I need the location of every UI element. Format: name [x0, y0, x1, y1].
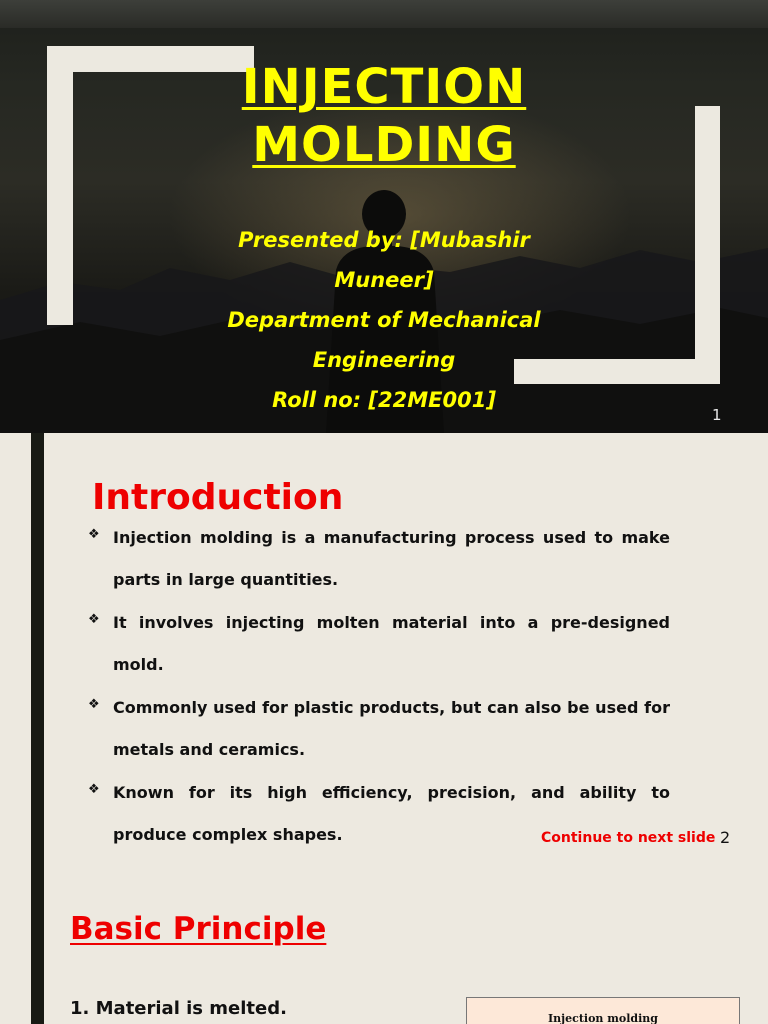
diamond-bullet-icon: ❖ [88, 782, 100, 797]
bullet-text: Commonly used for plastic products, but can also be used for metals and ceramics. [113, 698, 670, 759]
introduction-bullet-list [88, 517, 670, 857]
slide-1-page-number: 1 [712, 406, 722, 424]
slide-2-left-accent-bar [31, 433, 44, 865]
continue-to-next-slide-label: Continue to next slide [541, 830, 716, 846]
bullet-item [88, 687, 670, 771]
figure-title: Injection molding [548, 1012, 658, 1024]
presentation-subtitle [184, 220, 584, 420]
slide-2-page-number: 2 [720, 828, 731, 847]
department-line-1: Department of Mechanical [227, 308, 541, 332]
department-line-2: Engineering [312, 348, 456, 372]
bullet-item [88, 517, 670, 601]
title-slide [0, 0, 768, 433]
diamond-bullet-icon: ❖ [88, 612, 100, 627]
bullet-text: Injection molding is a manufacturing process used to make parts in large quantities. [113, 528, 670, 589]
injection-molding-figure [466, 997, 740, 1024]
presenter-line-2: Muneer] [334, 268, 434, 292]
basic-principle-slide [0, 865, 768, 1024]
bullet-text: Known for its high efficiency, precision, and ability to produce complex shapes. [113, 783, 670, 844]
bullet-item [88, 602, 670, 686]
principle-step-1: 1. Material is melted. [70, 998, 287, 1019]
diamond-bullet-icon: ❖ [88, 527, 100, 542]
frame-corner-bottom-right-vertical [695, 106, 720, 384]
diamond-bullet-icon: ❖ [88, 697, 100, 712]
bullet-text: It involves injecting molten material into a pre-designed mold. [113, 613, 670, 674]
roll-number: Roll no: [22ME001] [272, 388, 496, 412]
title-line-1: INJECTION [241, 59, 527, 115]
presentation-title [134, 58, 634, 174]
basic-principle-heading: Basic Principle [70, 911, 327, 947]
title-line-2: MOLDING [252, 117, 516, 173]
introduction-heading: Introduction [92, 477, 344, 518]
slide-3-left-accent-bar [31, 865, 44, 1024]
frame-corner-top-left-vertical [47, 46, 73, 325]
introduction-slide [0, 433, 768, 865]
presenter-line-1: Presented by: [Mubashir [238, 228, 530, 252]
